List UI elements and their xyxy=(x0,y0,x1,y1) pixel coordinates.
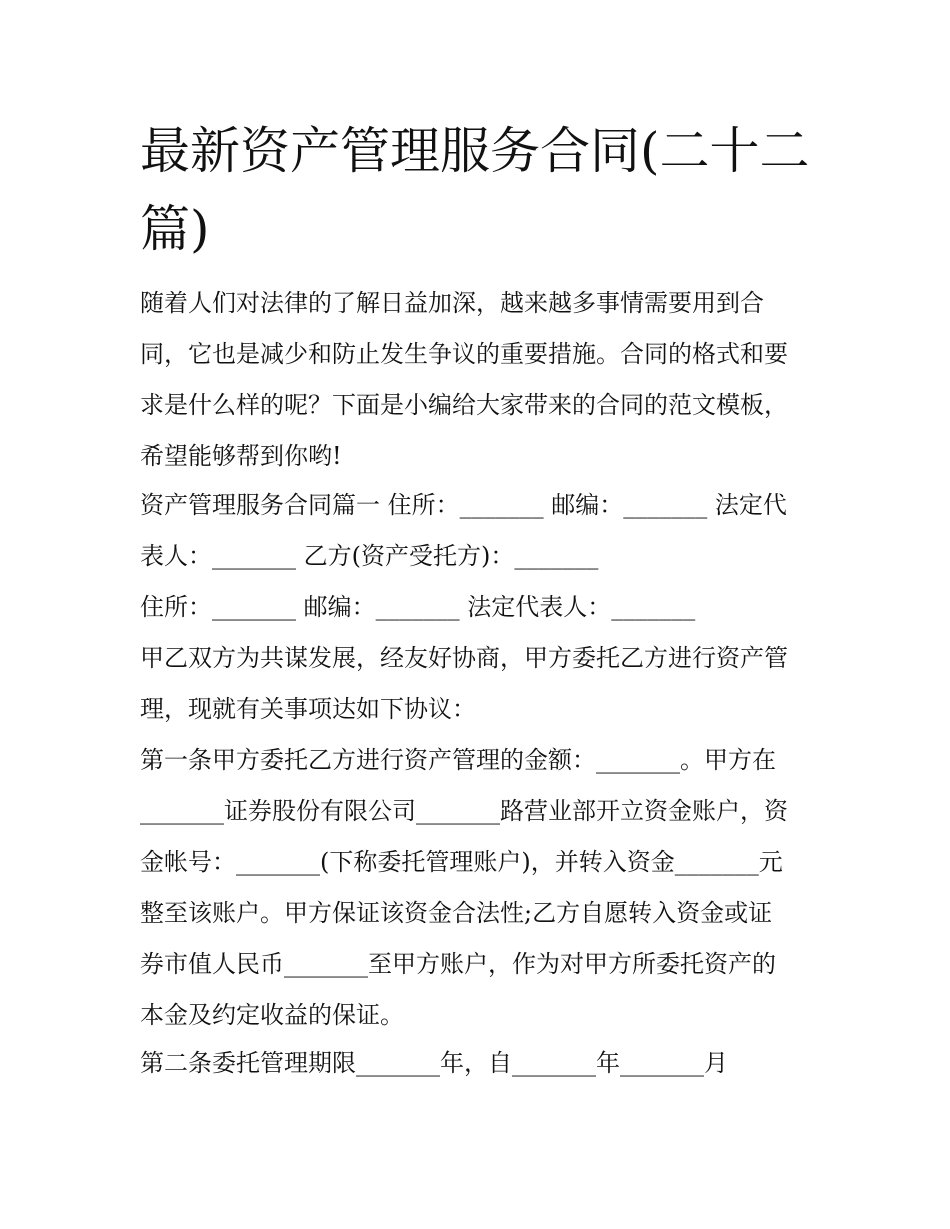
title-line-2: 篇) xyxy=(140,200,210,258)
intro-paragraph xyxy=(140,278,820,482)
article1-line-6: 本金及约定收益的保证。 xyxy=(140,1001,404,1029)
article2-paragraph xyxy=(140,1038,820,1089)
article1-line-3: 金帐号：_______(下称委托管理账户)，并转入资金_______元 xyxy=(140,848,783,876)
agreement-line-1: 甲乙双方为共谋发展，经友好协商，甲方委托乙方进行资产管 xyxy=(140,644,788,672)
article1-line-5: 券市值人民币_______至甲方账户，作为对甲方所委托资产的 xyxy=(140,950,776,978)
party-b-address-line: 住所：_______ 邮编：_______ 法定代表人：_______ xyxy=(140,593,696,621)
article1-line-1: 第一条甲方委托乙方进行资产管理的金额：_______。甲方在 xyxy=(140,746,776,774)
article1-line-2: _______证券股份有限公司_______路营业部开立资金账户，资 xyxy=(140,797,788,825)
agreement-paragraph xyxy=(140,633,820,735)
article1-line-4: 整至该账户。甲方保证该资金合法性;乙方自愿转入资金或证 xyxy=(140,899,773,927)
intro-line-2: 同，它也是减少和防止发生争议的重要措施。合同的格式和要 xyxy=(140,340,788,368)
intro-line-4: 希望能够帮到你哟! xyxy=(140,442,342,470)
intro-line-3: 求是什么样的呢？下面是小编给大家带来的合同的范文模板， xyxy=(140,391,788,419)
document-title xyxy=(140,112,820,268)
title-line-1: 最新资产管理服务合同(二十二 xyxy=(140,122,810,180)
party-b-address-paragraph xyxy=(140,582,820,633)
section1-paragraph xyxy=(140,480,820,582)
intro-line-1: 随着人们对法律的了解日益加深，越来越多事情需要用到合 xyxy=(140,289,764,317)
agreement-line-2: 理，现就有关事项达如下协议： xyxy=(140,695,476,723)
article1-paragraph xyxy=(140,735,820,1041)
section1-line-2: 表人：_______ 乙方(资产受托方)：_______ xyxy=(140,542,599,570)
section1-line-1: 资产管理服务合同篇一 住所：_______ 邮编：_______ 法定代 xyxy=(140,491,787,519)
article2-line: 第二条委托管理期限_______年，自_______年_______月 xyxy=(140,1049,728,1077)
